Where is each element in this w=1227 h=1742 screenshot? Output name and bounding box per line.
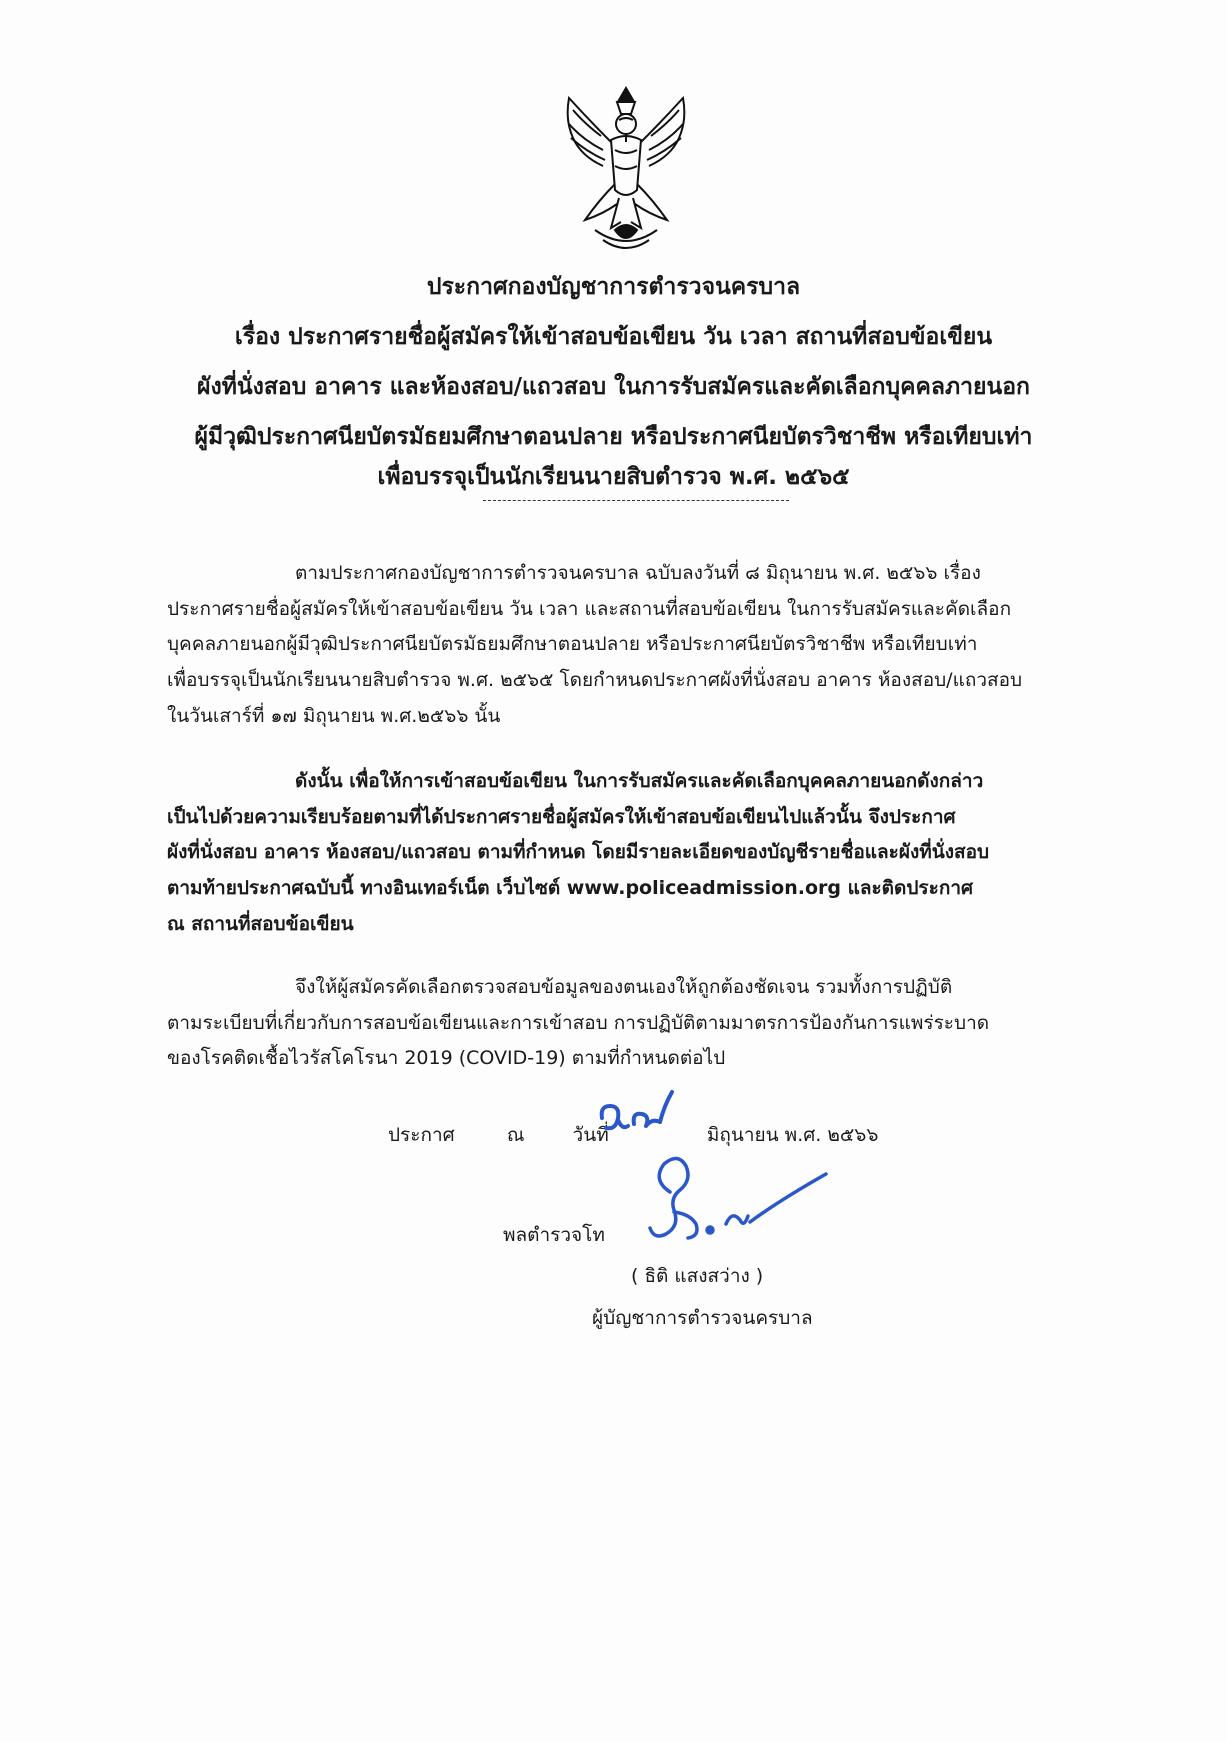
- dashed-divider: [483, 500, 789, 501]
- announcement-title: ประกาศกองบัญชาการตำรวจนครบาล: [426, 274, 801, 300]
- month-year: มิถุนายน พ.ศ. ๒๕๖๖: [706, 1124, 879, 1146]
- subject-line: ผังที่นั่งสอบ อาคาร และห้องสอบ/แถวสอบ ในการรับสมัครและคัดเลือกบุคคลภายนอก: [197, 374, 1030, 400]
- handwritten-day: [596, 1088, 674, 1140]
- paragraph-reference: [167, 556, 1103, 735]
- paragraph-line: ตามท้ายประกาศฉบับนี้ ทางอินเทอร์เน็ต เว็บไซต์ www.policeadmission.org และติดประกาศ: [167, 877, 974, 900]
- day-label: วันที่: [572, 1124, 609, 1146]
- subject-line: เรื่อง ประกาศรายชื่อผู้สมัครให้เข้าสอบข้อเขียน วัน เวลา สถานที่สอบข้อเขียน: [234, 324, 993, 350]
- subject-line: ผู้มีวุฒิประกาศนียบัตรมัธยมศึกษาตอนปลาย หรือประกาศนียบัตรวิชาชีพ หรือเทียบเท่า: [194, 424, 1033, 450]
- paragraph-line: ในวันเสาร์ที่ ๑๗ มิถุนายน พ.ศ.๒๕๖๖ นั้น: [167, 704, 501, 727]
- at-label: ณ: [506, 1124, 525, 1146]
- announce-label: ประกาศ: [388, 1124, 455, 1146]
- signatory-name: ( ธิติ แสงสว่าง ): [631, 1265, 764, 1287]
- paragraph-line: ตามระเบียบที่เกี่ยวกับการสอบข้อเขียนและการเข้าสอบ การปฏิบัติตามมาตรการป้องกันการแพร่ระบาด: [167, 1011, 990, 1034]
- paragraph-line: บุคคลภายนอกผู้มีวุฒิประกาศนียบัตรมัธยมศึกษาตอนปลาย หรือประกาศนียบัตรวิชาชีพ หรือเทียบเท่า: [167, 633, 978, 656]
- paragraph-line: ณ สถานที่สอบข้อเขียน: [167, 912, 354, 935]
- paragraph-line: ตามประกาศกองบัญชาการตำรวจนครบาล ฉบับลงวันที่ ๘ มิถุนายน พ.ศ. ๒๕๖๖ เรื่อง: [295, 562, 981, 584]
- paragraph-line: ผังที่นั่งสอบ อาคาร ห้องสอบ/แถวสอบ ตามที่กำหนด โดยมีรายละเอียดของบัญชีรายชื่อและผังที่นั่งสอบ: [167, 841, 990, 864]
- paragraph-line: จึงให้ผู้สมัครคัดเลือกตรวจสอบข้อมูลของตนเองให้ถูกต้องชัดเจน รวมทั้งการปฏิบัติ: [295, 976, 953, 998]
- paragraph-line: ดังนั้น เพื่อให้การเข้าสอบข้อเขียน ในการรับสมัครและคัดเลือกบุคคลภายนอกดังกล่าว: [295, 770, 984, 792]
- signature: [630, 1150, 830, 1255]
- paragraph-line: ประกาศรายชื่อผู้สมัครให้เข้าสอบข้อเขียน วัน เวลา และสถานที่สอบข้อเขียน ในการรับสมัครและคัดเลือก: [167, 597, 1012, 620]
- paragraph-line: เพื่อบรรจุเป็นนักเรียนนายสิบตำรวจ พ.ศ. ๒๕๖๕ โดยกำหนดประกาศผังที่นั่งสอบ อาคาร ห้องสอบ/แถวสอบ: [167, 669, 1023, 692]
- paragraph-announcement: [167, 764, 1103, 943]
- garuda-emblem-icon: [559, 80, 694, 260]
- subject-line: เพื่อบรรจุเป็นนักเรียนนายสิบตำรวจ พ.ศ. ๒๕๖๕: [377, 464, 850, 490]
- signatory-rank: พลตำรวจโท: [503, 1224, 605, 1246]
- signatory-position: ผู้บัญชาการตำรวจนครบาล: [592, 1307, 813, 1329]
- paragraph-line: เป็นไปด้วยความเรียบร้อยตามที่ได้ประกาศรายชื่อผู้สมัครให้เข้าสอบข้อเขียนไปแล้วนั้น จึงประกาศ: [167, 805, 956, 828]
- paragraph-instructions: [167, 970, 1103, 1077]
- paragraph-line: ของโรคติดเชื้อไวรัสโคโรนา 2019 (COVID-19) ตามที่กำหนดต่อไป: [167, 1047, 726, 1070]
